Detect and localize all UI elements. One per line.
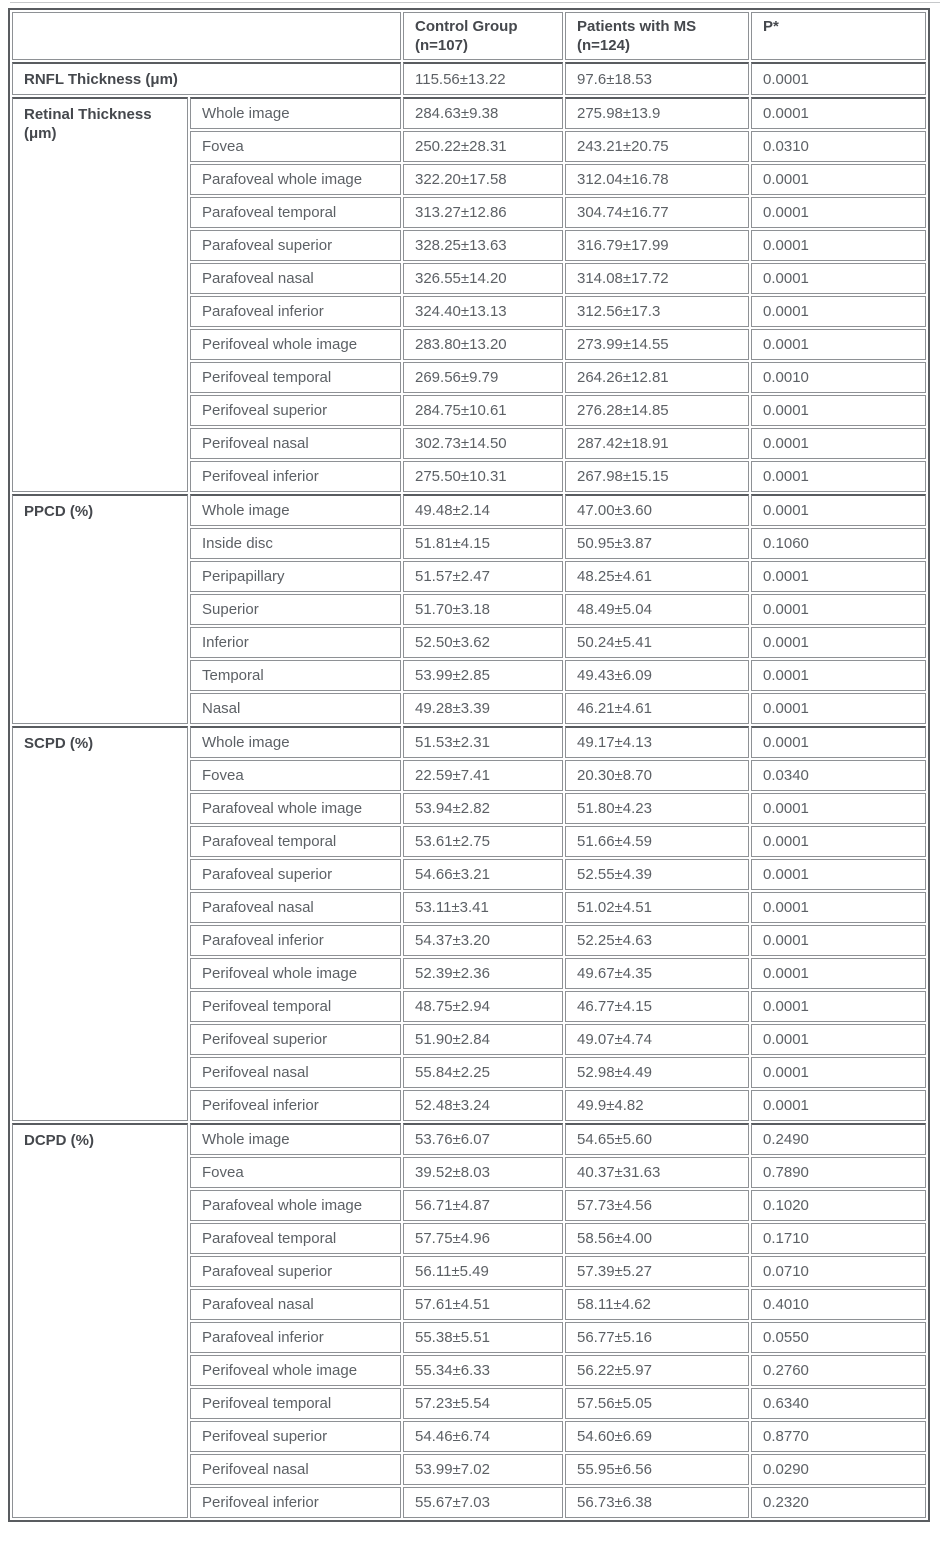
value-cell-p: 0.0001 (751, 958, 926, 989)
value-cell-p: 0.0001 (751, 197, 926, 228)
row-label: Parafoveal temporal (190, 197, 401, 228)
value-cell-ms: 276.28±14.85 (565, 395, 749, 426)
value-cell-p: 0.0340 (751, 760, 926, 791)
value-cell-p: 0.0001 (751, 1090, 926, 1121)
value-cell-control: 269.56±9.79 (403, 362, 563, 393)
value-cell-p: 0.0001 (751, 494, 926, 526)
value-cell-p: 0.0550 (751, 1322, 926, 1353)
value-cell-ms: 287.42±18.91 (565, 428, 749, 459)
section-label: PPCD (%) (12, 494, 188, 724)
value-cell-p: 0.1020 (751, 1190, 926, 1221)
value-cell-control: 250.22±28.31 (403, 131, 563, 162)
value-cell-ms: 40.37±31.63 (565, 1157, 749, 1188)
value-cell-control: 328.25±13.63 (403, 230, 563, 261)
value-cell-control: 57.75±4.96 (403, 1223, 563, 1254)
value-cell-control: 49.48±2.14 (403, 494, 563, 526)
value-cell-ms: 46.77±4.15 (565, 991, 749, 1022)
row-label: Perifoveal temporal (190, 362, 401, 393)
value-cell-p: 0.0001 (751, 1024, 926, 1055)
value-cell-control: 302.73±14.50 (403, 428, 563, 459)
row-label: Inside disc (190, 528, 401, 559)
row-label: Parafoveal temporal (190, 1223, 401, 1254)
value-cell-control: 55.38±5.51 (403, 1322, 563, 1353)
row-label: Fovea (190, 760, 401, 791)
row-label: Parafoveal inferior (190, 925, 401, 956)
value-cell-ms: 49.9±4.82 (565, 1090, 749, 1121)
value-cell-p: 0.0001 (751, 826, 926, 857)
row-label: Whole image (190, 1123, 401, 1155)
value-cell-control: 54.37±3.20 (403, 925, 563, 956)
value-cell-ms: 50.24±5.41 (565, 627, 749, 658)
value-cell-ms: 58.56±4.00 (565, 1223, 749, 1254)
value-cell-p: 0.0001 (751, 859, 926, 890)
value-cell-ms: 57.39±5.27 (565, 1256, 749, 1287)
value-cell-ms: 56.77±5.16 (565, 1322, 749, 1353)
row-label: Parafoveal whole image (190, 1190, 401, 1221)
value-cell-control: 55.67±7.03 (403, 1487, 563, 1518)
header-control-group: Control Group (n=107) (403, 12, 563, 60)
row-label: Whole image (190, 726, 401, 758)
value-cell-control: 54.46±6.74 (403, 1421, 563, 1452)
row-label: Whole image (190, 97, 401, 129)
value-cell-p: 0.0001 (751, 1057, 926, 1088)
row-label: Inferior (190, 627, 401, 658)
header-empty-cell (12, 12, 401, 60)
value-cell-ms: 304.74±16.77 (565, 197, 749, 228)
row-label: Fovea (190, 1157, 401, 1188)
value-cell-control: 53.76±6.07 (403, 1123, 563, 1155)
row-label: Parafoveal nasal (190, 263, 401, 294)
value-cell-control: 53.99±2.85 (403, 660, 563, 691)
value-cell-control: 51.90±2.84 (403, 1024, 563, 1055)
page-top-rule (10, 2, 940, 3)
value-cell-control: 52.50±3.62 (403, 627, 563, 658)
row-label: Perifoveal superior (190, 395, 401, 426)
row-label: Parafoveal nasal (190, 1289, 401, 1320)
value-cell-control: 48.75±2.94 (403, 991, 563, 1022)
header-patients-ms: Patients with MS (n=124) (565, 12, 749, 60)
value-cell-p: 0.0001 (751, 561, 926, 592)
row-label: Parafoveal nasal (190, 892, 401, 923)
value-cell-control: 56.11±5.49 (403, 1256, 563, 1287)
value-cell-ms: 54.65±5.60 (565, 1123, 749, 1155)
value-cell-control: 283.80±13.20 (403, 329, 563, 360)
row-label: Parafoveal inferior (190, 296, 401, 327)
value-cell-control: 53.94±2.82 (403, 793, 563, 824)
value-cell-control: 49.28±3.39 (403, 693, 563, 724)
value-cell-ms: 49.43±6.09 (565, 660, 749, 691)
value-cell-ms: 275.98±13.9 (565, 97, 749, 129)
section-label: RNFL Thickness (μm) (12, 62, 401, 95)
row-label: Perifoveal whole image (190, 958, 401, 989)
value-cell-p: 0.7890 (751, 1157, 926, 1188)
value-cell-control: 22.59±7.41 (403, 760, 563, 791)
value-cell-p: 0.0001 (751, 97, 926, 129)
row-label: Perifoveal inferior (190, 1090, 401, 1121)
value-cell-p: 0.0010 (751, 362, 926, 393)
header-row (12, 12, 926, 60)
row-label: Perifoveal whole image (190, 1355, 401, 1386)
value-cell-p: 0.0001 (751, 296, 926, 327)
value-cell-p: 0.2490 (751, 1123, 926, 1155)
value-cell-control: 284.75±10.61 (403, 395, 563, 426)
row-label: Perifoveal superior (190, 1421, 401, 1452)
value-cell-ms: 243.21±20.75 (565, 131, 749, 162)
row-label: Perifoveal whole image (190, 329, 401, 360)
row-label: Superior (190, 594, 401, 625)
value-cell-p: 0.2320 (751, 1487, 926, 1518)
value-cell-p: 0.0001 (751, 793, 926, 824)
table-row (12, 62, 926, 95)
value-cell-p: 0.8770 (751, 1421, 926, 1452)
row-label: Parafoveal inferior (190, 1322, 401, 1353)
value-cell-control: 57.61±4.51 (403, 1289, 563, 1320)
value-cell-p: 0.0710 (751, 1256, 926, 1287)
row-label: Parafoveal superior (190, 1256, 401, 1287)
value-cell-ms: 51.66±4.59 (565, 826, 749, 857)
row-label: Fovea (190, 131, 401, 162)
section-label: Retinal Thickness (μm) (12, 97, 188, 492)
value-cell-p: 0.0001 (751, 395, 926, 426)
value-cell-control: 53.99±7.02 (403, 1454, 563, 1485)
section-label: SCPD (%) (12, 726, 188, 1121)
value-cell-control: 51.70±3.18 (403, 594, 563, 625)
value-cell-ms: 46.21±4.61 (565, 693, 749, 724)
value-cell-ms: 312.04±16.78 (565, 164, 749, 195)
value-cell-control: 51.57±2.47 (403, 561, 563, 592)
row-label: Perifoveal temporal (190, 1388, 401, 1419)
row-label: Perifoveal inferior (190, 1487, 401, 1518)
value-cell-p: 0.0001 (751, 726, 926, 758)
value-cell-ms: 51.02±4.51 (565, 892, 749, 923)
value-cell-p: 0.0290 (751, 1454, 926, 1485)
value-cell-ms: 49.17±4.13 (565, 726, 749, 758)
table-row (12, 1123, 926, 1155)
table-row (12, 97, 926, 129)
section-label: DCPD (%) (12, 1123, 188, 1518)
value-cell-ms: 48.49±5.04 (565, 594, 749, 625)
value-cell-p: 0.2760 (751, 1355, 926, 1386)
row-label: Perifoveal nasal (190, 1454, 401, 1485)
value-cell-ms: 56.73±6.38 (565, 1487, 749, 1518)
row-label: Nasal (190, 693, 401, 724)
table-row (12, 494, 926, 526)
value-cell-control: 55.84±2.25 (403, 1057, 563, 1088)
value-cell-p: 0.0310 (751, 131, 926, 162)
value-cell-p: 0.0001 (751, 164, 926, 195)
value-cell-control: 54.66±3.21 (403, 859, 563, 890)
value-cell-control: 313.27±12.86 (403, 197, 563, 228)
value-cell-p: 0.6340 (751, 1388, 926, 1419)
value-cell-p: 0.0001 (751, 660, 926, 691)
value-cell-ms: 273.99±14.55 (565, 329, 749, 360)
value-cell-control: 284.63±9.38 (403, 97, 563, 129)
value-cell-ms: 57.56±5.05 (565, 1388, 749, 1419)
results-table (8, 8, 930, 1522)
value-cell-control: 115.56±13.22 (403, 62, 563, 95)
value-cell-ms: 312.56±17.3 (565, 296, 749, 327)
row-label: Perifoveal nasal (190, 428, 401, 459)
value-cell-ms: 47.00±3.60 (565, 494, 749, 526)
value-cell-control: 39.52±8.03 (403, 1157, 563, 1188)
value-cell-ms: 54.60±6.69 (565, 1421, 749, 1452)
value-cell-p: 0.1060 (751, 528, 926, 559)
value-cell-control: 51.81±4.15 (403, 528, 563, 559)
value-cell-control: 53.11±3.41 (403, 892, 563, 923)
value-cell-ms: 57.73±4.56 (565, 1190, 749, 1221)
row-label: Perifoveal nasal (190, 1057, 401, 1088)
row-label: Parafoveal superior (190, 859, 401, 890)
value-cell-ms: 49.67±4.35 (565, 958, 749, 989)
value-cell-p: 0.1710 (751, 1223, 926, 1254)
value-cell-p: 0.0001 (751, 693, 926, 724)
table-row (12, 726, 926, 758)
value-cell-p: 0.0001 (751, 627, 926, 658)
value-cell-ms: 51.80±4.23 (565, 793, 749, 824)
value-cell-p: 0.0001 (751, 62, 926, 95)
value-cell-p: 0.0001 (751, 230, 926, 261)
row-label: Perifoveal temporal (190, 991, 401, 1022)
row-label: Peripapillary (190, 561, 401, 592)
value-cell-ms: 20.30±8.70 (565, 760, 749, 791)
row-label: Perifoveal inferior (190, 461, 401, 492)
value-cell-p: 0.0001 (751, 428, 926, 459)
value-cell-control: 55.34±6.33 (403, 1355, 563, 1386)
row-label: Parafoveal whole image (190, 793, 401, 824)
value-cell-control: 52.48±3.24 (403, 1090, 563, 1121)
value-cell-ms: 267.98±15.15 (565, 461, 749, 492)
value-cell-p: 0.0001 (751, 263, 926, 294)
value-cell-ms: 316.79±17.99 (565, 230, 749, 261)
value-cell-control: 326.55±14.20 (403, 263, 563, 294)
value-cell-p: 0.0001 (751, 925, 926, 956)
value-cell-control: 53.61±2.75 (403, 826, 563, 857)
value-cell-ms: 314.08±17.72 (565, 263, 749, 294)
value-cell-control: 322.20±17.58 (403, 164, 563, 195)
value-cell-ms: 48.25±4.61 (565, 561, 749, 592)
value-cell-p: 0.0001 (751, 991, 926, 1022)
value-cell-p: 0.0001 (751, 329, 926, 360)
value-cell-p: 0.0001 (751, 594, 926, 625)
value-cell-control: 52.39±2.36 (403, 958, 563, 989)
value-cell-ms: 264.26±12.81 (565, 362, 749, 393)
value-cell-ms: 55.95±6.56 (565, 1454, 749, 1485)
row-label: Parafoveal temporal (190, 826, 401, 857)
value-cell-control: 51.53±2.31 (403, 726, 563, 758)
row-label: Parafoveal superior (190, 230, 401, 261)
row-label: Whole image (190, 494, 401, 526)
value-cell-ms: 58.11±4.62 (565, 1289, 749, 1320)
value-cell-ms: 52.55±4.39 (565, 859, 749, 890)
value-cell-ms: 97.6±18.53 (565, 62, 749, 95)
value-cell-ms: 50.95±3.87 (565, 528, 749, 559)
value-cell-ms: 49.07±4.74 (565, 1024, 749, 1055)
value-cell-p: 0.0001 (751, 892, 926, 923)
row-label: Perifoveal superior (190, 1024, 401, 1055)
value-cell-control: 275.50±10.31 (403, 461, 563, 492)
row-label: Parafoveal whole image (190, 164, 401, 195)
header-p-value: P* (751, 12, 926, 60)
value-cell-ms: 52.98±4.49 (565, 1057, 749, 1088)
value-cell-control: 56.71±4.87 (403, 1190, 563, 1221)
value-cell-p: 0.4010 (751, 1289, 926, 1320)
value-cell-ms: 52.25±4.63 (565, 925, 749, 956)
value-cell-control: 57.23±5.54 (403, 1388, 563, 1419)
value-cell-control: 324.40±13.13 (403, 296, 563, 327)
value-cell-ms: 56.22±5.97 (565, 1355, 749, 1386)
row-label: Temporal (190, 660, 401, 691)
value-cell-p: 0.0001 (751, 461, 926, 492)
